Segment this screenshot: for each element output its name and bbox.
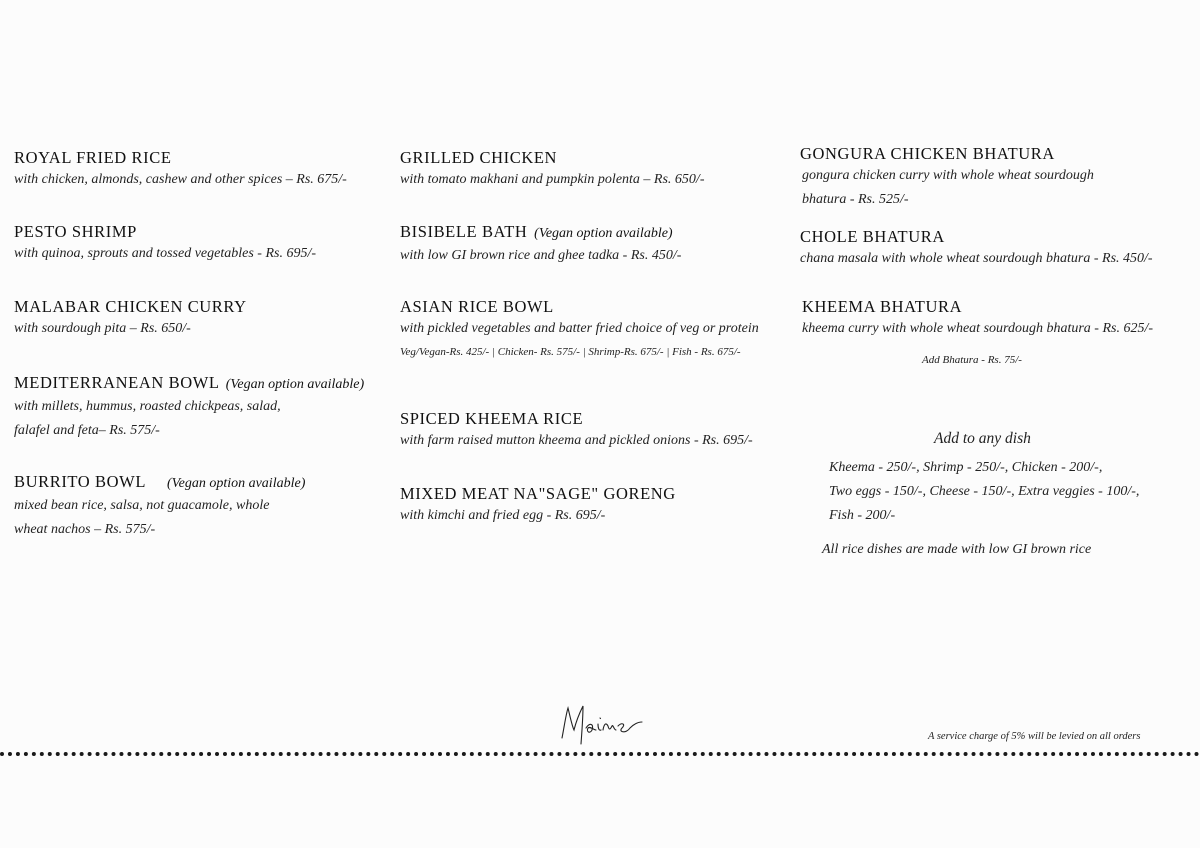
dish-description: with sourdough pita – Rs. 650/- xyxy=(14,321,191,336)
add-on-line: Two eggs - 150/-, Cheese - 150/-, Extra veggies - 100/-, xyxy=(829,484,1140,499)
dish-description: with tomato makhani and pumpkin polenta – Rs. 650/- xyxy=(400,172,705,187)
dish-description: chana masala with whole wheat sourdough bhatura - Rs. 450/- xyxy=(800,251,1153,266)
dish-name-row xyxy=(14,373,364,395)
dish-name: SPICED KHEEMA RICE xyxy=(400,409,584,428)
dish-name: CHOLE BHATURA xyxy=(800,227,945,246)
menu-item-royal-fried-rice xyxy=(14,148,347,192)
menu-item-malabar-chicken-curry xyxy=(14,297,247,341)
menu-item-kheema-bhatura xyxy=(802,297,1153,341)
rice-note: All rice dishes are made with low GI brown rice xyxy=(822,542,1092,557)
dish-description: with low GI brown rice and ghee tadka - Rs. 450/- xyxy=(400,248,682,263)
menu-item-pesto-shrimp xyxy=(14,222,316,266)
dotted-divider xyxy=(0,752,1200,756)
menu-item-bisibele-bath xyxy=(400,222,681,268)
mains-signature xyxy=(556,700,648,752)
add-bhatura-note: Add Bhatura - Rs. 75/- xyxy=(922,354,1022,366)
dish-description: kheema curry with whole wheat sourdough bhatura - Rs. 625/- xyxy=(802,321,1154,336)
add-on-line: Fish - 200/- xyxy=(829,508,896,523)
dish-name: GRILLED CHICKEN xyxy=(400,148,558,167)
menu-item-spiced-kheema-rice xyxy=(400,409,753,453)
dish-name-row xyxy=(400,222,681,244)
dish-name: BISIBELE BATH xyxy=(400,222,528,241)
dish-name: ASIAN RICE BOWL xyxy=(400,297,554,316)
dish-name-row xyxy=(14,472,305,494)
menu-item-grilled-chicken xyxy=(400,148,704,192)
vegan-note: (Vegan option available) xyxy=(166,476,306,491)
dish-description: with farm raised mutton kheema and pickled onions - Rs. 695/- xyxy=(400,433,753,448)
menu-item-burrito-bowl xyxy=(14,472,305,542)
dish-description: with quinoa, sprouts and tossed vegetables - Rs. 695/- xyxy=(14,246,317,261)
dish-name: PESTO SHRIMP xyxy=(14,222,137,241)
dish-name: MEDITERRANEAN BOWL xyxy=(14,373,219,392)
service-charge-note: A service charge of 5% will be levied on all orders xyxy=(928,731,1141,742)
price-options: Veg/Vegan-Rs. 425/- | Chicken- Rs. 575/- | Shrimp-Rs. 675/- | Fish - Rs. 675/- xyxy=(400,346,741,358)
dish-name: MIXED MEAT NA"SAGE" GORENG xyxy=(400,484,676,503)
dish-description: wheat nachos – Rs. 575/- xyxy=(14,522,156,537)
vegan-note: (Vegan option available) xyxy=(225,377,365,392)
add-on-line: Kheema - 250/-, Shrimp - 250/-, Chicken - 200/-, xyxy=(829,460,1103,475)
menu-item-asian-rice-bowl xyxy=(400,297,759,359)
dish-description: falafel and feta– Rs. 575/- xyxy=(14,423,160,438)
dish-description: gongura chicken curry with whole wheat sourdough xyxy=(802,168,1094,183)
dish-description: with chicken, almonds, cashew and other spices – Rs. 675/- xyxy=(14,172,347,187)
dish-description: mixed bean rice, salsa, not guacamole, whole xyxy=(14,498,270,513)
add-on-list xyxy=(829,456,1139,528)
menu-item-mixed-meat-nasage-goreng xyxy=(400,484,676,528)
menu-item-gongura-chicken-bhatura xyxy=(800,144,1094,212)
dish-name: KHEEMA BHATURA xyxy=(802,297,963,316)
dish-description: with kimchi and fried egg - Rs. 695/- xyxy=(400,508,606,523)
dish-description: with millets, hummus, roasted chickpeas, salad, xyxy=(14,399,281,414)
dish-description: bhatura - Rs. 525/- xyxy=(802,192,909,207)
dish-name: BURRITO BOWL xyxy=(14,472,147,491)
add-to-any-dish-title: Add to any dish xyxy=(934,430,1031,447)
vegan-note: (Vegan option available) xyxy=(534,226,673,241)
menu-item-mediterranean-bowl xyxy=(14,373,364,443)
dish-name: ROYAL FRIED RICE xyxy=(14,148,172,167)
dish-name: MALABAR CHICKEN CURRY xyxy=(14,297,247,316)
dish-description: with pickled vegetables and batter fried choice of veg or protein xyxy=(400,321,759,336)
dish-name: GONGURA CHICKEN BHATURA xyxy=(800,144,1055,163)
menu-item-chole-bhatura xyxy=(800,227,1153,271)
